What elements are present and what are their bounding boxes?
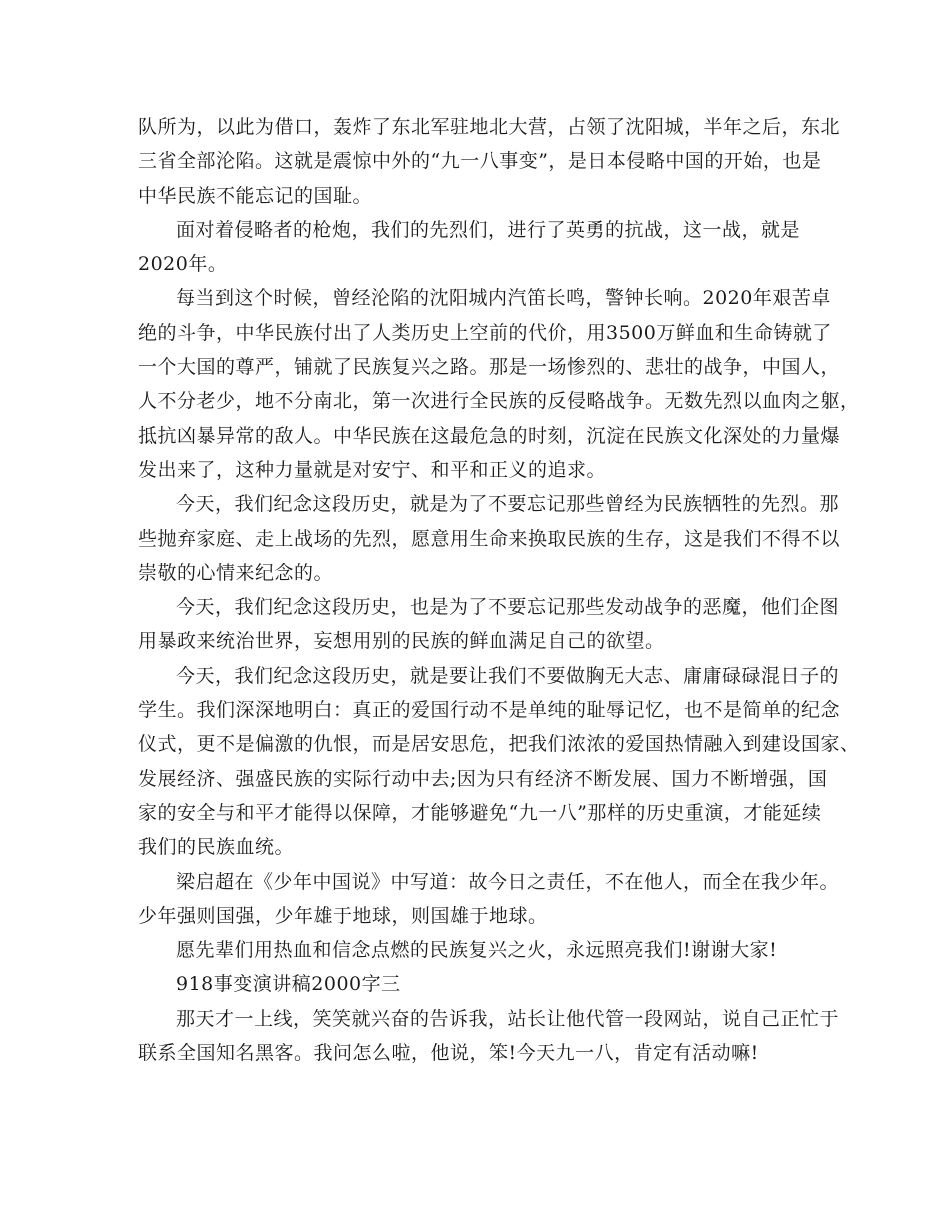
- paragraph-start-line: 梁启超在《少年中国说》中写道：故今日之责任，不在他人，而全在我少年。: [176, 870, 840, 893]
- text-line: 抵抗凶暴异常的敌人。中华民族在这最危急的时刻，沉淀在民族文化深处的力量爆: [138, 424, 841, 447]
- text-line: 发出来了，这种力量就是对安宁、和平和正义的追求。: [138, 458, 607, 481]
- text-line: 2020年。: [138, 253, 228, 276]
- text-line: 三省全部沦陷。这就是震惊中外的“九一八事变”，是日本侵略中国的开始，也是: [138, 150, 822, 173]
- text-line: 中华民族不能忘记的国耻。: [138, 184, 373, 207]
- paragraph-start-line: 愿先辈们用热血和信念点燃的民族复兴之火，永远照亮我们!谢谢大家!: [176, 939, 778, 962]
- paragraph-start-line: 今天，我们纪念这段历史，就是为了不要忘记那些曾经为民族牺牲的先烈。那: [176, 493, 840, 516]
- section-heading: 918事变演讲稿2000字三: [176, 973, 401, 996]
- paragraph-start-line: 今天，我们纪念这段历史，就是要让我们不要做胸无大志、庸庸碌碌混日子的: [176, 664, 840, 687]
- paragraph-start-line: 面对着侵略者的枪炮，我们的先烈们，进行了英勇的抗战，这一战，就是: [176, 218, 801, 241]
- text-line: 联系全国知名黑客。我问怎么啦，他说，笨!今天九一八，肯定有活动嘛!: [138, 1042, 759, 1065]
- text-line: 家的安全与和平才能得以保障，才能够避免“九一八”那样的历史重演，才能延续: [138, 801, 822, 824]
- text-line: 队所为，以此为借口，轰炸了东北军驻地北大营，占领了沈阳城，半年之后，东北: [138, 116, 841, 138]
- text-line: 少年强则国强，少年雄于地球，则国雄于地球。: [138, 904, 548, 927]
- text-line: 我们的民族血统。: [138, 836, 295, 859]
- paragraph-start-line: 每当到这个时候，曾经沦陷的沈阳城内汽笛长鸣，警钟长响。2020年艰苦卓: [176, 287, 831, 310]
- text-line: 崇敬的心情来纪念的。: [138, 561, 334, 584]
- text-line: 些抛弃家庭、走上战场的先烈，愿意用生命来换取民族的生存，这是我们不得不以: [138, 527, 841, 550]
- text-line: 一个大国的尊严，铺就了民族复兴之路。那是一场惨烈的、悲壮的战争，中国人，: [138, 356, 841, 379]
- paragraph-start-line: 那天才一上线，笑笑就兴奋的告诉我，站长让他代管一段网站，说自己正忙于: [176, 1007, 840, 1030]
- text-line: 用暴政来统治世界，妄想用别的民族的鲜血满足自己的欲望。: [138, 630, 665, 653]
- text-line: 人不分老少，地不分南北，第一次进行全民族的反侵略战争。无数先烈以血肉之躯，: [138, 390, 860, 413]
- text-line: 学生。我们深深地明白：真正的爱国行动不是单纯的耻辱记忆，也不是简单的纪念: [138, 699, 841, 722]
- paragraph-start-line: 今天，我们纪念这段历史，也是为了不要忘记那些发动战争的恶魔，他们企图: [176, 596, 840, 619]
- document-body: [138, 110, 860, 1070]
- text-line: 发展经济、强盛民族的实际行动中去;因为只有经济不断发展、国力不断增强，国: [138, 767, 828, 790]
- text-line: 仪式，更不是偏激的仇恨，而是居安思危，把我们浓浓的爱国热情融入到建设国家、: [138, 733, 860, 756]
- text-line: 绝的斗争，中华民族付出了人类历史上空前的代价，用3500万鲜血和生命铸就了: [138, 321, 832, 344]
